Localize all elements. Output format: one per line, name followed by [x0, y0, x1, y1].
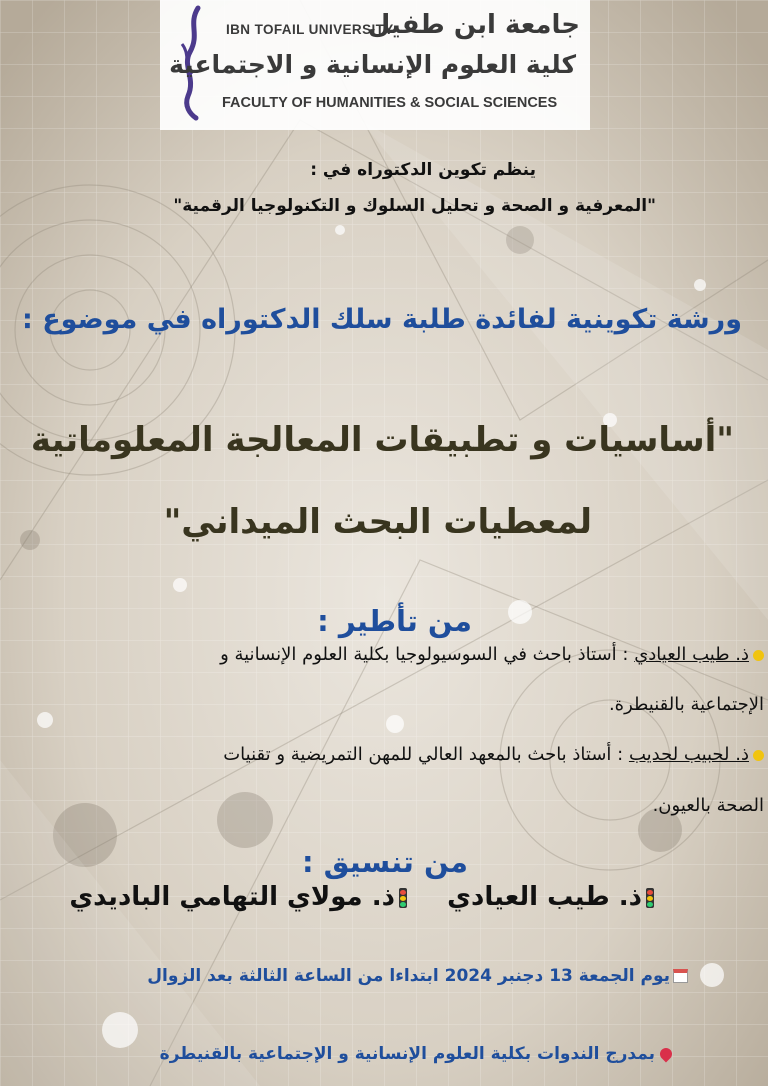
university-logo	[160, 0, 590, 130]
speaker-1-description: : أستاذ باحث في السوسيولوجيا بكلية العلوم الإنسانية و	[220, 644, 635, 665]
title-line-2: لمعطيات البحث الميداني"	[163, 502, 592, 542]
speaker-2-line-2: الصحة بالعيون.	[652, 795, 764, 816]
university-name-ar: جامعة ابن طفيل	[367, 10, 580, 40]
workshop-heading: ورشة تكوينية لفائدة طلبة سلك الدكتوراه في موضوع :	[22, 304, 742, 335]
coordination-heading: من تنسيق :	[301, 845, 468, 879]
pointing-hand-icon	[753, 650, 764, 661]
calendar-icon	[673, 969, 688, 983]
pointing-hand-icon	[753, 750, 764, 761]
speaker-1-line-1	[220, 644, 764, 665]
event-date	[147, 966, 688, 986]
faculty-name-ar: كلية العلوم الإنسانية و الاجتماعية	[169, 50, 576, 79]
title-line-1: "أساسيات و تطبيقات المعالجة المعلوماتية	[30, 420, 734, 460]
event-date-text: يوم الجمعة 13 دجنبر 2024 ابتداءا من الساعة الثالثة بعد الزوال	[147, 966, 670, 986]
speaker-1-name: ذ. طيب العيادي	[634, 644, 749, 665]
speaker-2-description: : أستاذ باحث بالمعهد العالي للمهن التمريضية و تقنيات	[223, 744, 629, 765]
faculty-name-en: FACULTY OF HUMANITIES & SOCIAL SCIENCES	[222, 95, 558, 111]
event-venue	[160, 1044, 672, 1064]
university-name-en: IBN TOFAIL UNIVERSITY	[226, 22, 394, 37]
traffic-light-icon	[399, 888, 407, 908]
program-name: "المعرفية و الصحة و تحليل السلوك و التكنولوجيا الرقمية"	[173, 196, 656, 216]
supervision-heading: من تأطير :	[317, 604, 472, 638]
speaker-1-line-2: الإجتماعية بالقنيطرة.	[608, 694, 764, 715]
organizer-line: ينظم تكوين الدكتوراه في :	[310, 160, 536, 180]
speaker-2-line-1	[223, 744, 764, 765]
traffic-light-icon	[646, 888, 654, 908]
event-venue-text: بمدرج الندوات بكلية العلوم الإنسانية و الإجتماعية بالقنيطرة	[159, 1044, 655, 1064]
coordinator-2: ذ. مولاي التهامي الباديدي	[69, 882, 395, 912]
speaker-2-name: ذ. لحبيب لحديب	[628, 744, 749, 765]
coordinator-1: ذ. طيب العيادي	[447, 882, 642, 912]
coordinators	[69, 882, 658, 912]
pushpin-icon	[658, 1046, 675, 1063]
